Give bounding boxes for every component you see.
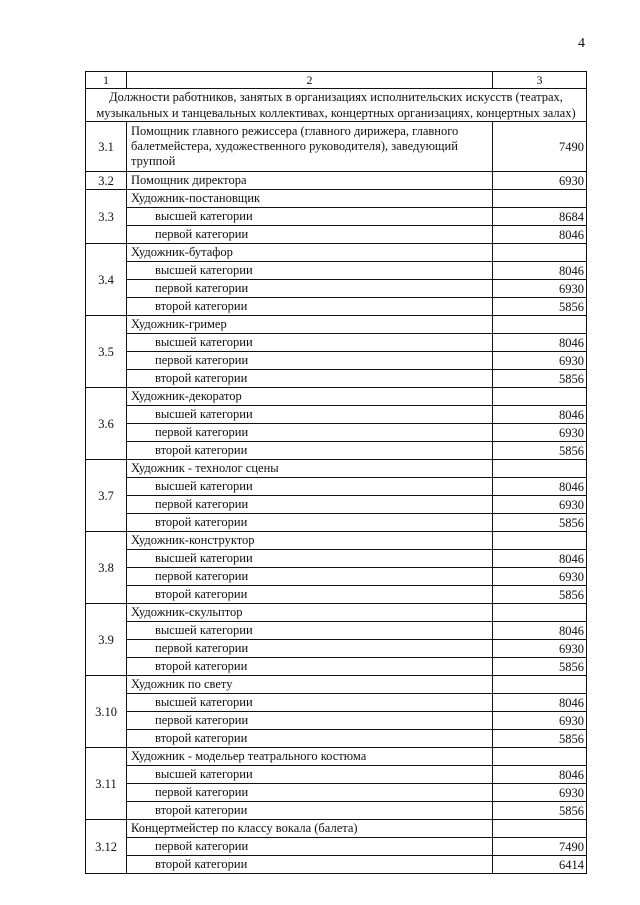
table-row [86, 280, 587, 298]
table-row [86, 460, 587, 478]
category-label: второй категории [127, 370, 493, 388]
table-row [86, 604, 587, 622]
position-title: Художник - технолог сцены [127, 460, 493, 478]
table-row [86, 190, 587, 208]
table-row [86, 262, 587, 280]
salary-value: 7490 [493, 838, 587, 856]
category-label: первой категории [127, 640, 493, 658]
empty-value-cell [493, 190, 587, 208]
table-row [86, 442, 587, 460]
row-number: 3.3 [86, 190, 127, 244]
header-col-1: 1 [86, 72, 127, 89]
header-col-2: 2 [127, 72, 493, 89]
salary-value: 8046 [493, 262, 587, 280]
salary-value: 6930 [493, 568, 587, 586]
salary-value: 6930 [493, 496, 587, 514]
category-label: первой категории [127, 838, 493, 856]
position-title: Художник по свету [127, 676, 493, 694]
salary-value: 6930 [493, 640, 587, 658]
salary-value: 8046 [493, 550, 587, 568]
salary-value: 6930 [493, 424, 587, 442]
page-number: 4 [578, 36, 585, 51]
salary-value: 5856 [493, 298, 587, 316]
salary-value: 7490 [493, 122, 587, 172]
table-row [86, 766, 587, 784]
salary-value: 6414 [493, 856, 587, 874]
category-label: высшей категории [127, 262, 493, 280]
row-number: 3.10 [86, 676, 127, 748]
table-row [86, 226, 587, 244]
table-row [86, 478, 587, 496]
empty-value-cell [493, 748, 587, 766]
row-number: 3.8 [86, 532, 127, 604]
salary-value: 8046 [493, 406, 587, 424]
category-label: первой категории [127, 280, 493, 298]
salary-value: 5856 [493, 442, 587, 460]
salary-value: 6930 [493, 172, 587, 190]
table-row [86, 586, 587, 604]
table-row [86, 784, 587, 802]
row-number: 3.2 [86, 172, 127, 190]
category-label: высшей категории [127, 208, 493, 226]
row-number: 3.4 [86, 244, 127, 316]
table-row [86, 208, 587, 226]
table-row [86, 856, 587, 874]
table-row [86, 172, 587, 190]
empty-value-cell [493, 388, 587, 406]
position-title: Художник-конструктор [127, 532, 493, 550]
table-row [86, 298, 587, 316]
table-row [86, 550, 587, 568]
row-number: 3.9 [86, 604, 127, 676]
position-title: Помощник главного режиссера (главного дирижера, главного балетмейстера, художественного руководителя), заведующий труппой [127, 122, 493, 172]
salary-value: 8684 [493, 208, 587, 226]
salary-value: 5856 [493, 658, 587, 676]
salary-value: 6930 [493, 784, 587, 802]
salary-value: 8046 [493, 694, 587, 712]
category-label: первой категории [127, 424, 493, 442]
section-row [86, 89, 587, 122]
table-row [86, 676, 587, 694]
salary-value: 5856 [493, 802, 587, 820]
salary-value: 8046 [493, 478, 587, 496]
category-label: высшей категории [127, 622, 493, 640]
category-label: второй категории [127, 442, 493, 460]
salary-value: 5856 [493, 514, 587, 532]
salary-value: 5856 [493, 586, 587, 604]
table-row [86, 730, 587, 748]
category-label: второй категории [127, 298, 493, 316]
category-label: высшей категории [127, 694, 493, 712]
header-col-3: 3 [493, 72, 587, 89]
position-title: Концертмейстер по классу вокала (балета) [127, 820, 493, 838]
table-row [86, 514, 587, 532]
table-row [86, 122, 587, 172]
table-row [86, 802, 587, 820]
table-row [86, 838, 587, 856]
category-label: высшей категории [127, 406, 493, 424]
table-row [86, 640, 587, 658]
category-label: первой категории [127, 352, 493, 370]
category-label: первой категории [127, 568, 493, 586]
table-row [86, 622, 587, 640]
position-title: Помощник директора [127, 172, 493, 190]
category-label: первой категории [127, 712, 493, 730]
row-number: 3.12 [86, 820, 127, 874]
position-title: Художник-декоратор [127, 388, 493, 406]
category-label: первой категории [127, 226, 493, 244]
category-label: второй категории [127, 586, 493, 604]
salary-value: 6930 [493, 352, 587, 370]
table-row [86, 496, 587, 514]
table-row [86, 424, 587, 442]
table-header-row [86, 72, 587, 89]
category-label: второй категории [127, 658, 493, 676]
table-row [86, 694, 587, 712]
section-title: Должности работников, занятых в организациях исполнительских искусств (театрах, музыкальных и танцевальных коллективах, концертных организациях, концертных залах) [86, 89, 587, 122]
table-row [86, 406, 587, 424]
position-title: Художник-постановщик [127, 190, 493, 208]
table-row [86, 532, 587, 550]
row-number: 3.1 [86, 122, 127, 172]
category-label: высшей категории [127, 766, 493, 784]
table-row [86, 388, 587, 406]
row-number: 3.7 [86, 460, 127, 532]
category-label: высшей категории [127, 334, 493, 352]
table-row [86, 316, 587, 334]
position-title: Художник-скульптор [127, 604, 493, 622]
row-number: 3.11 [86, 748, 127, 820]
category-label: первой категории [127, 784, 493, 802]
table-row [86, 244, 587, 262]
empty-value-cell [493, 244, 587, 262]
empty-value-cell [493, 676, 587, 694]
table-row [86, 748, 587, 766]
table-row [86, 370, 587, 388]
table-row [86, 712, 587, 730]
category-label: высшей категории [127, 478, 493, 496]
position-title: Художник-бутафор [127, 244, 493, 262]
category-label: второй категории [127, 514, 493, 532]
position-title: Художник-гример [127, 316, 493, 334]
category-label: второй категории [127, 856, 493, 874]
category-label: второй категории [127, 730, 493, 748]
empty-value-cell [493, 316, 587, 334]
salary-value: 8046 [493, 622, 587, 640]
empty-value-cell [493, 604, 587, 622]
category-label: высшей категории [127, 550, 493, 568]
empty-value-cell [493, 460, 587, 478]
salary-value: 6930 [493, 280, 587, 298]
table-row [86, 568, 587, 586]
salary-value: 8046 [493, 226, 587, 244]
empty-value-cell [493, 532, 587, 550]
category-label: второй категории [127, 802, 493, 820]
salary-value: 5856 [493, 730, 587, 748]
row-number: 3.5 [86, 316, 127, 388]
row-number: 3.6 [86, 388, 127, 460]
position-title: Художник - модельер театрального костюма [127, 748, 493, 766]
salary-table [85, 71, 587, 874]
table-row [86, 820, 587, 838]
category-label: первой категории [127, 496, 493, 514]
table-row [86, 658, 587, 676]
salary-value: 8046 [493, 766, 587, 784]
salary-value: 8046 [493, 334, 587, 352]
table-row [86, 352, 587, 370]
salary-value: 6930 [493, 712, 587, 730]
table-row [86, 334, 587, 352]
empty-value-cell [493, 820, 587, 838]
salary-value: 5856 [493, 370, 587, 388]
